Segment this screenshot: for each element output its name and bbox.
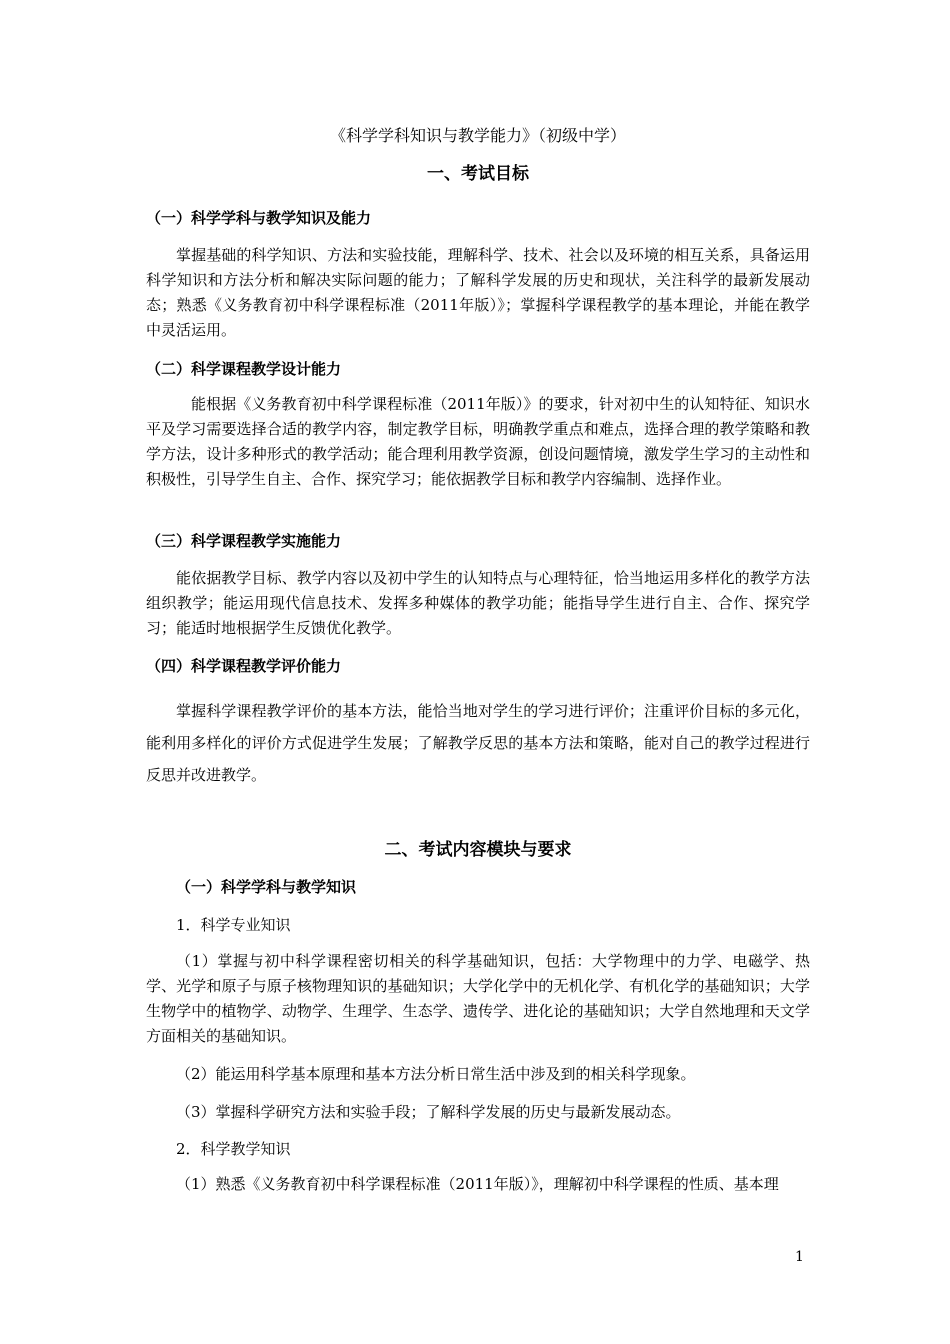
document-title: 《科学学科知识与教学能力》（初级中学）	[329, 126, 626, 145]
section-2-sub-1-heading: （一）科学学科与教学知识	[176, 878, 357, 896]
subsection-4-text: 掌握科学课程教学评价的基本方法，能恰当地对学生的学习进行评价；注重评价目标的多元化，能利用多样化的评价方式促进学生发展；了解教学反思的基本方法和策略，能对自己的教学过程进行反思并改进教学。	[146, 702, 810, 784]
subsection-1-text: 掌握基础的科学知识、方法和实验技能，理解科学、技术、社会以及环境的相互关系，具备运用科学知识和方法分析和解决实际问题的能力；了解科学发展的历史和现状，关注科学的最新发展动态；熟悉《义务教育初中科学课程标准（2011年版）》；掌握科学课程教学的基本理论，并能在教学中灵活运用。	[146, 246, 810, 339]
subsection-2-text: 能根据《义务教育初中科学课程标准（2011年版）》的要求，针对初中生的认知特征、知识水平及学习需要选择合适的教学内容，制定教学目标，明确教学重点和难点，选择合理的教学策略和教学方法，设计多种形式的教学活动；能合理利用教学资源，创设问题情境，激发学生学习的主动性和积极性，引导学生自主、合作、探究学习；能依据教学目标和教学内容编制、选择作业。	[146, 395, 810, 488]
subsection-1-heading: （一）科学学科与教学知识及能力	[146, 209, 372, 227]
item-2-paragraph-1: （1）熟悉《义务教育初中科学课程标准（2011年版）》，理解初中科学课程的性质、基本理	[176, 1175, 779, 1193]
subsection-2-heading: （二）科学课程教学设计能力	[146, 360, 342, 378]
page-number: 1	[795, 1249, 804, 1265]
document-page	[146, 0, 810, 1344]
subsection-4-heading: （四）科学课程教学评价能力	[146, 657, 342, 675]
subsection-3-heading: （三）科学课程教学实施能力	[146, 532, 342, 550]
item-1-title: 1．科学专业知识	[176, 916, 291, 934]
section-1-title: 一、考试目标	[427, 164, 529, 184]
item-1-paragraph-3: （3）掌握科学研究方法和实验手段；了解科学发展的历史与最新发展动态。	[176, 1103, 681, 1121]
item-1-paragraph-1: （1）掌握与初中科学课程密切相关的科学基础知识，包括：大学物理中的力学、电磁学、热学、光学和原子与原子核物理知识的基础知识；大学化学中的无机化学、有机化学的基础知识；大学生物学中的植物学、动物学、生理学、生态学、遗传学、进化论的基础知识；大学自然地理和天文学方面相关的基础知识。	[146, 952, 810, 1045]
subsection-3-text: 能依据教学目标、教学内容以及初中学生的认知特点与心理特征，恰当地运用多样化的教学方法组织教学；能运用现代信息技术、发挥多种媒体的教学功能；能指导学生进行自主、合作、探究学习；能适时地根据学生反馈优化教学。	[146, 569, 810, 637]
item-2-title: 2．科学教学知识	[176, 1140, 291, 1158]
section-2-title: 二、考试内容模块与要求	[384, 840, 572, 860]
item-1-paragraph-2: （2）能运用科学基本原理和基本方法分析日常生活中涉及到的相关科学现象。	[176, 1065, 696, 1083]
